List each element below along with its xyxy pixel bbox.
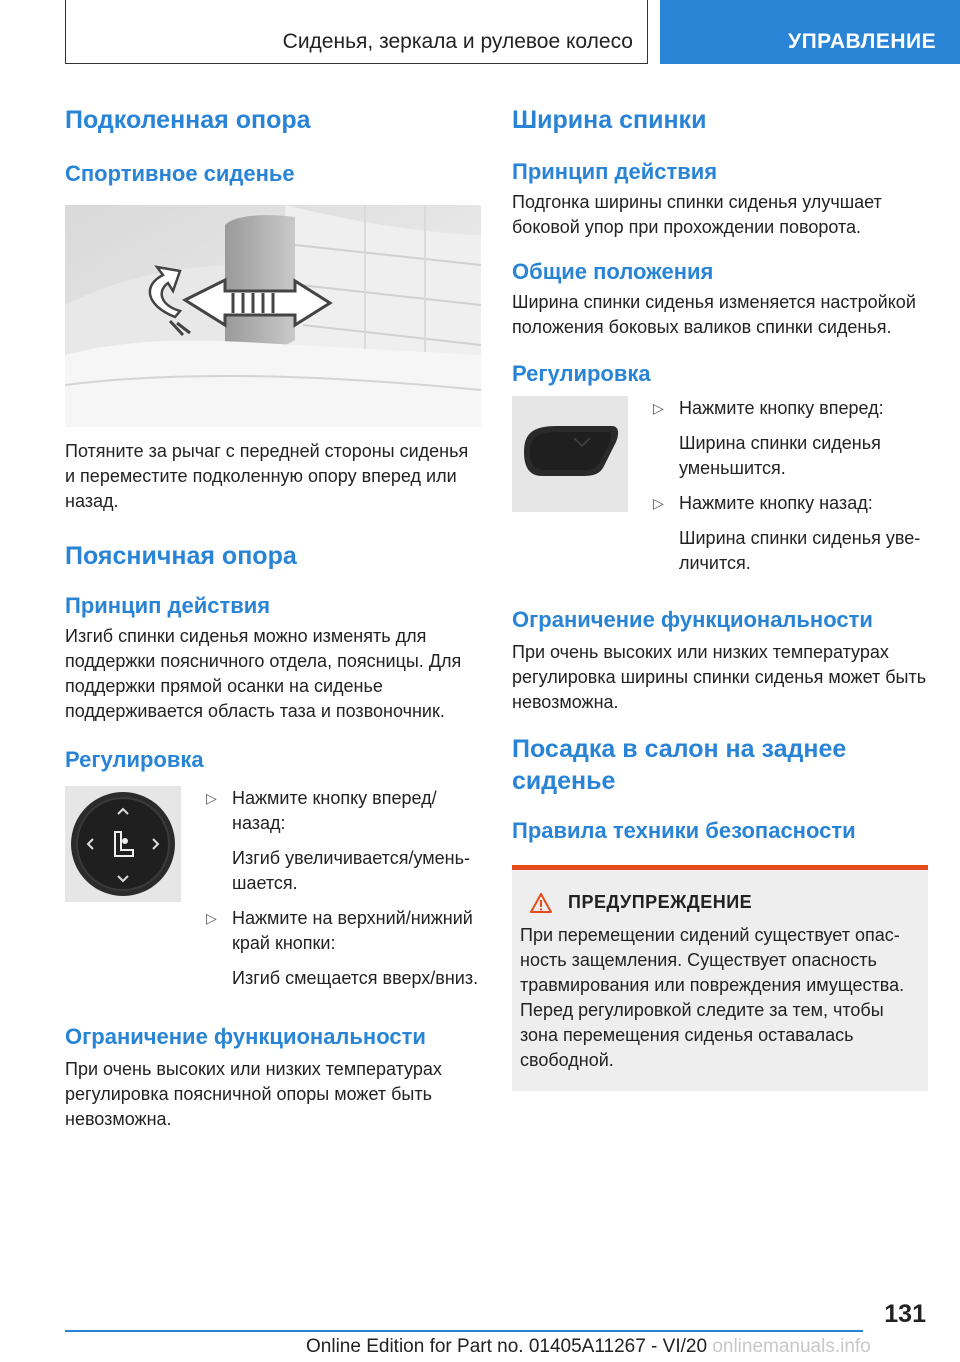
page-number: 131 xyxy=(884,1300,926,1328)
heading-safety-rules: Правила техники безопасности xyxy=(512,818,856,843)
heading-lumbar-principle: Принцип действия xyxy=(65,593,271,618)
warning-title-row xyxy=(520,892,919,913)
width-principle-text: Подгонка ширины спинки сиденья улучшает боковой упор при прохождении поворота. xyxy=(512,192,882,237)
heading-lumbar-limit: Ограничение функциональности xyxy=(65,1024,426,1049)
lumbar-steps xyxy=(206,786,481,991)
knee-support-text: Потяните за рычаг с передней стороны сиденья и переместите подколенную опору вперед или назад. xyxy=(65,441,469,511)
warning-box xyxy=(512,865,928,1091)
left-column xyxy=(65,100,481,1132)
heading-width-principle: Принцип действия xyxy=(512,159,718,184)
step-result: Ширина спинки сиденья увеличится. xyxy=(679,528,921,573)
lumbar-control-image xyxy=(65,786,181,902)
footer-watermark: onlinemanuals.info xyxy=(712,1336,871,1357)
width-step-1 xyxy=(653,396,928,481)
triangle-bullet-icon: ▷ xyxy=(653,400,664,416)
step-action: Нажмите кнопку назад: xyxy=(679,493,873,513)
header-chapter-tab[interactable] xyxy=(660,0,960,64)
step-result: Изгиб смещается вверх/вниз. xyxy=(232,968,479,988)
seat-knee-support-illustration xyxy=(65,205,481,427)
width-switch-illustration xyxy=(512,396,628,512)
heading-knee-support: Подколенная опора xyxy=(65,106,311,134)
triangle-bullet-icon: ▷ xyxy=(653,495,664,511)
heading-sport-seat: Спортивное сиденье xyxy=(65,161,295,186)
header-section-box xyxy=(65,0,648,64)
triangle-bullet-icon: ▷ xyxy=(206,790,217,806)
heading-rear-entry: Посадка в салон на заднее сиденье xyxy=(512,735,847,795)
knee-support-photo xyxy=(65,205,481,427)
lumbar-switch-illustration xyxy=(65,786,181,902)
step-action: Нажмите кнопку вперед: xyxy=(679,398,884,418)
warning-text: При перемещении сидений существует опасность защемления. Существует опасность травмирования или повреждения имущества. Перед регулировкой следите за тем, чтобы зона перемещения сиденья оставалась свободной. xyxy=(520,925,905,1070)
lumbar-principle-text: Изгиб спинки сиденья можно изменять для поддержки поясничного отдела, поясницы. Для поддержки прямой осанки на сиденье поддерживается область таза и позвоночник. xyxy=(65,626,462,721)
footer-divider xyxy=(65,1330,863,1332)
step-result: Ширина спинки сиденья уменьшится. xyxy=(679,433,881,478)
step-action: Нажмите на верхний/нижний край кнопки: xyxy=(232,908,473,953)
step-result: Изгиб увеличивается/уменьшается. xyxy=(232,848,470,893)
warning-triangle-icon xyxy=(530,893,552,913)
heading-width-adjust: Регулировка xyxy=(512,361,651,386)
heading-lumbar-adjust: Регулировка xyxy=(65,747,204,772)
width-step-2 xyxy=(653,491,928,576)
lumbar-step-1 xyxy=(206,786,481,896)
footer-edition-line xyxy=(306,1336,871,1358)
heading-lumbar-support: Поясничная опора xyxy=(65,542,297,570)
heading-backrest-width: Ширина спинки xyxy=(512,106,707,134)
warning-title: ПРЕДУПРЕЖДЕНИЕ xyxy=(568,892,753,912)
triangle-bullet-icon: ▷ xyxy=(206,910,217,926)
width-control-image xyxy=(512,396,628,512)
heading-width-general: Общие положения xyxy=(512,259,714,284)
header-chapter-label: УПРАВЛЕНИЕ xyxy=(788,30,937,53)
width-limit-text: При очень высоких или низких температурах регулировка ширины спинки сиденья может быть невозможна. xyxy=(512,642,927,712)
lumbar-limit-text: При очень высоких или низких температурах регулировка поясничной опоры может быть невозможна. xyxy=(65,1059,442,1129)
header-section-title: Сиденья, зеркала и рулевое колесо xyxy=(282,30,633,53)
step-action: Нажмите кнопку вперед/назад: xyxy=(232,788,437,833)
width-steps xyxy=(653,396,928,576)
width-general-text: Ширина спинки сиденья изменяется настройкой положения боковых валиков спинки сиденья. xyxy=(512,292,916,337)
footer-edition: Online Edition for Part no. 01405A11267 - VI/20 xyxy=(306,1336,708,1357)
heading-width-limit: Ограничение функциональности xyxy=(512,607,873,632)
right-column xyxy=(512,100,928,1091)
lumbar-step-2 xyxy=(206,906,481,991)
width-adjust-block xyxy=(512,396,928,576)
lumbar-adjust-block xyxy=(65,786,481,991)
